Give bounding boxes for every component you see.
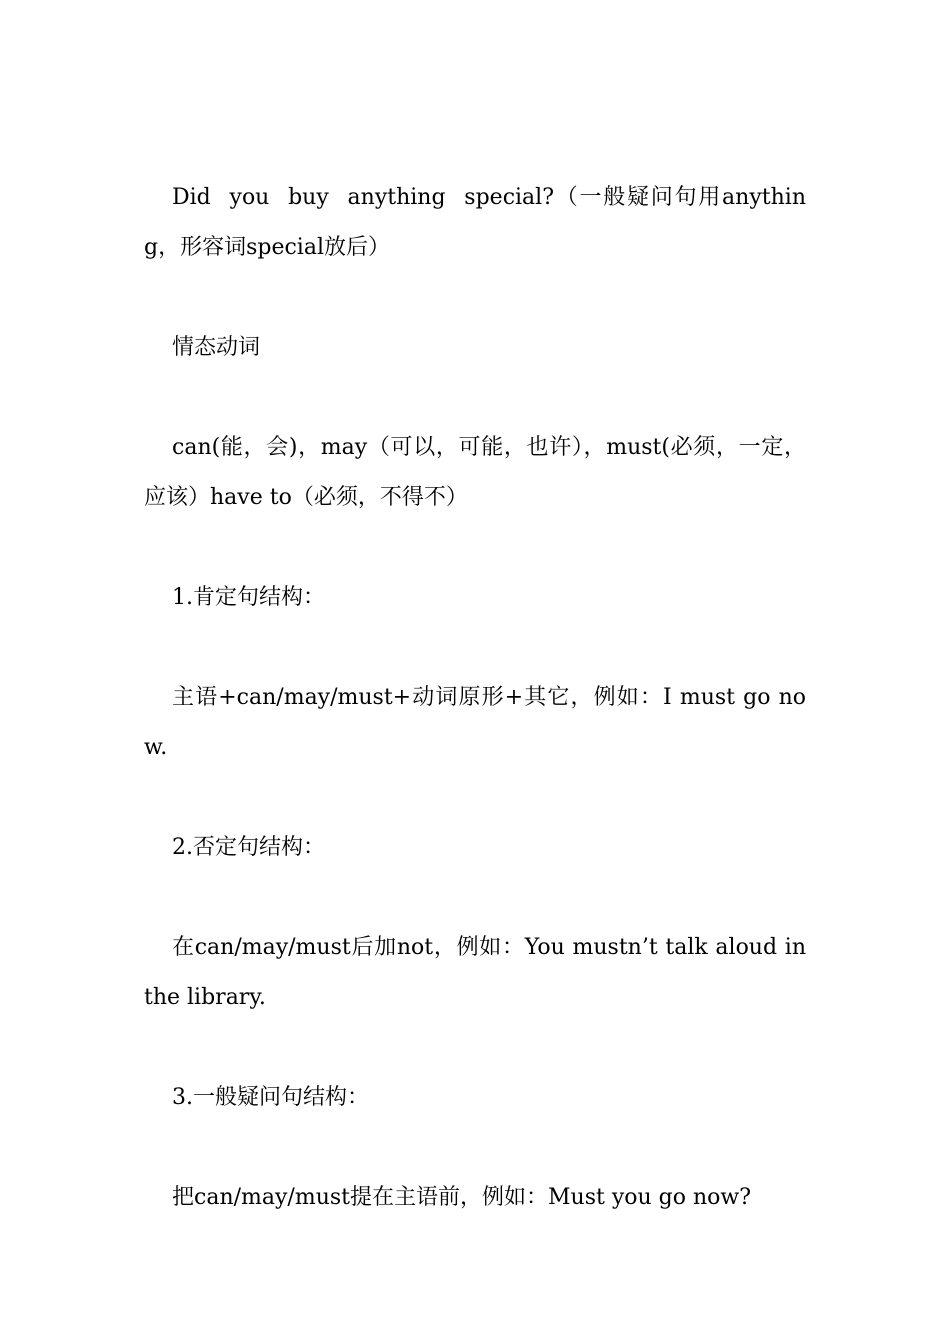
paragraph-negative-example: 在can/may/must后加not，例如：You mustn’t talk aloud in the library. xyxy=(144,935,806,1010)
section-heading-modal-verbs: 情态动词 xyxy=(172,335,261,360)
heading-question-structure: 3.一般疑问句结构： xyxy=(172,1085,369,1110)
heading-negative-structure: 2.否定句结构： xyxy=(172,835,325,860)
paragraph-example-question: Did you buy anything special?（一般疑问句用anything，形容词special放后） xyxy=(144,185,806,260)
document-body xyxy=(144,173,806,1223)
paragraph-modal-verb-meanings: can(能，会)，may（可以，可能，也许），must(必须，一定，应该）have to（必须，不得不） xyxy=(144,435,806,510)
heading-affirmative-structure: 1.肯定句结构： xyxy=(172,585,325,610)
paragraph-question-example: 把can/may/must提在主语前，例如：Must you go now? xyxy=(172,1185,752,1210)
paragraph-affirmative-example: 主语+can/may/must+动词原形+其它，例如：I must go now. xyxy=(144,685,806,760)
